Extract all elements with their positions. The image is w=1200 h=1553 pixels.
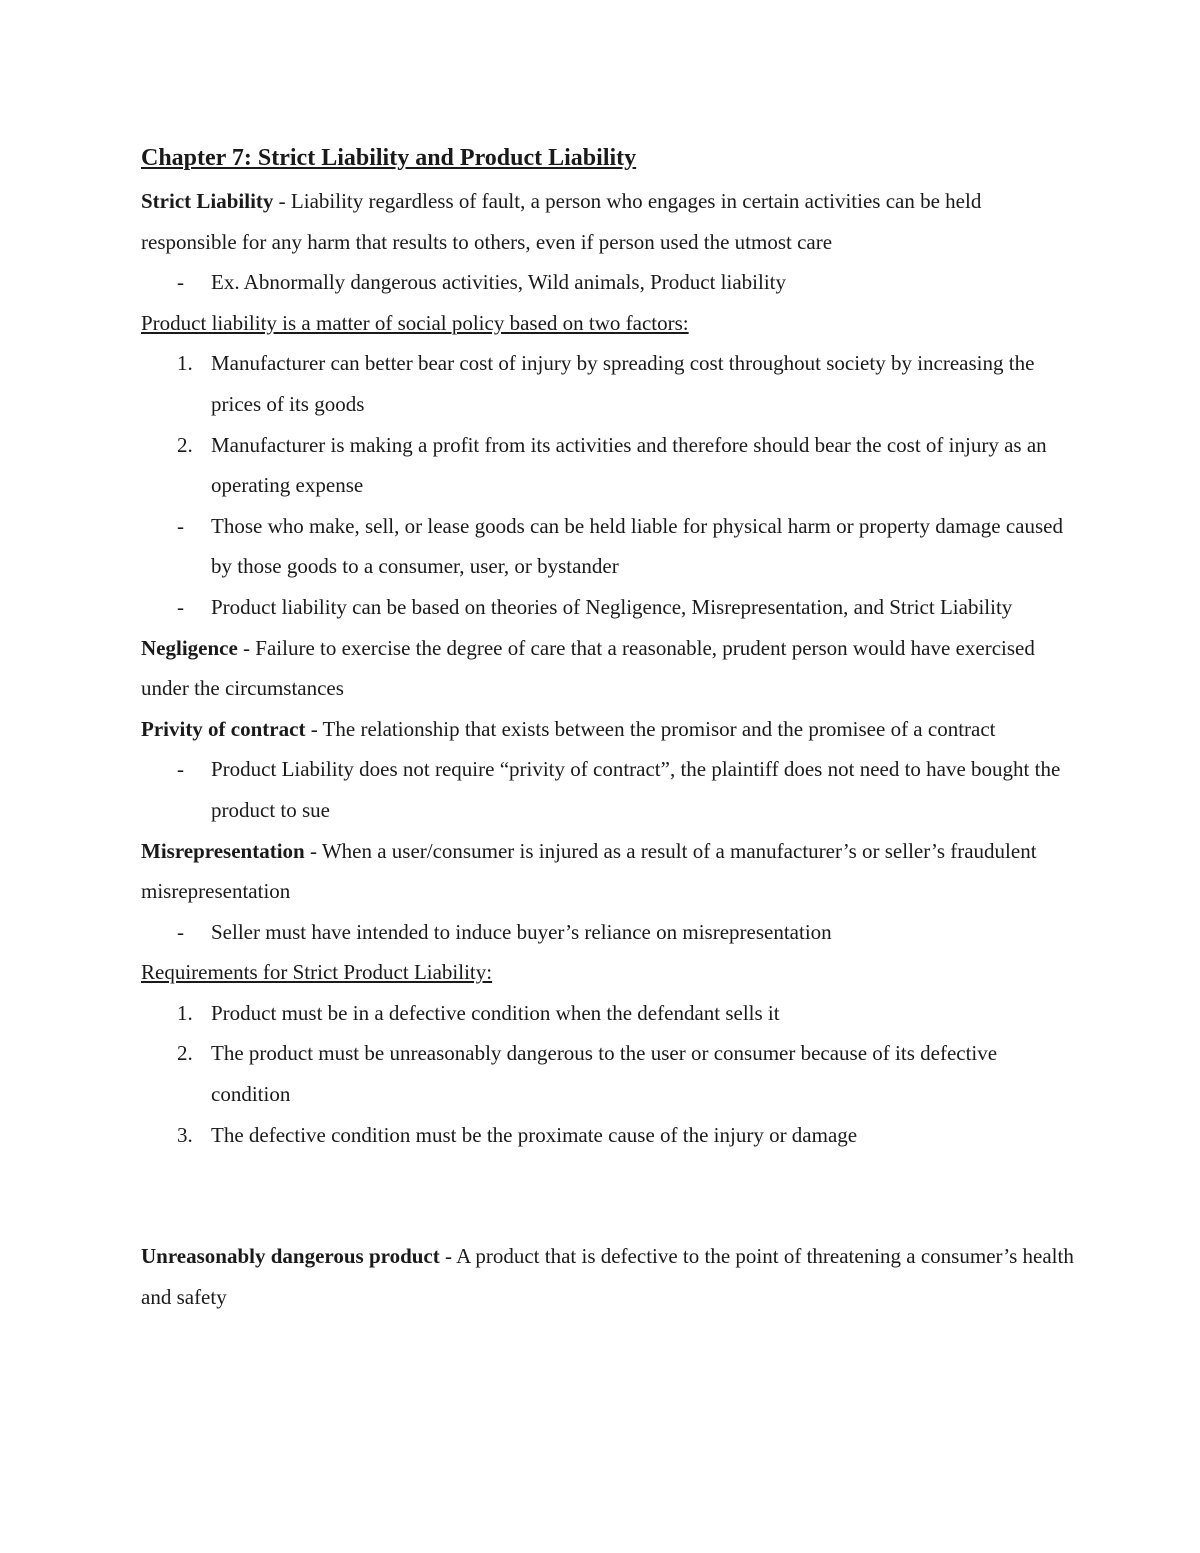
- list-item-text: Product liability can be based on theories of Negligence, Misrepresentation, and Strict Liability: [211, 594, 1013, 619]
- requirements-heading: Requirements for Strict Product Liability:: [141, 960, 493, 985]
- list-item: [141, 425, 1081, 506]
- dash-bullet: -: [177, 594, 184, 619]
- privity-text: - The relationship that exists between the promisor and the promisee of a contract: [305, 716, 996, 741]
- negligence-definition: [141, 628, 1081, 709]
- chapter-title: Chapter 7: Strict Liability and Product Liability: [141, 145, 637, 171]
- policy-bullets: [141, 506, 1081, 628]
- document-page: [141, 138, 1081, 1317]
- dash-bullet: -: [177, 757, 184, 782]
- list-item: [141, 262, 1081, 303]
- dash-bullet: -: [177, 270, 184, 295]
- number-marker: 1.: [177, 351, 193, 376]
- list-item: [141, 1033, 1081, 1114]
- dash-bullet: -: [177, 513, 184, 538]
- list-item-text: The defective condition must be the proximate cause of the injury or damage: [211, 1122, 858, 1147]
- list-item: [141, 506, 1081, 587]
- strict-liability-definition: [141, 181, 1081, 262]
- unreasonably-dangerous-text: - A product that is defective to the point of threatening a consumer’s health and safety: [141, 1244, 1074, 1309]
- list-item: [141, 1115, 1081, 1156]
- list-item-text: Ex. Abnormally dangerous activities, Wild animals, Product liability: [211, 270, 787, 295]
- requirements-list: [141, 993, 1081, 1155]
- number-marker: 2.: [177, 432, 193, 457]
- list-item-text: Those who make, sell, or lease goods can be held liable for physical harm or property damage caused by those goods to a consumer, user, or bystander: [211, 513, 1063, 579]
- term-negligence: Negligence: [141, 635, 238, 660]
- list-item: [141, 343, 1081, 424]
- misrepresentation-text: - When a user/consumer is injured as a result of a manufacturer’s or seller’s fraudulent misrepresentation: [141, 838, 1037, 904]
- list-item-text: Manufacturer is making a profit from its activities and therefore should bear the cost of injury as an operating expense: [211, 432, 1047, 498]
- list-item-text: Manufacturer can better bear cost of injury by spreading cost throughout society by increasing the prices of its goods: [211, 351, 1035, 416]
- blank-lines: [141, 1155, 1081, 1236]
- list-item-text: Seller must have intended to induce buyer’s reliance on misrepresentation: [211, 919, 832, 944]
- list-item: [141, 912, 1081, 953]
- negligence-text: - Failure to exercise the degree of care that a reasonable, prudent person would have exercised under the circumstances: [141, 635, 1035, 701]
- privity-definition: [141, 709, 1081, 750]
- policy-heading: Product liability is a matter of social policy based on two factors:: [141, 310, 689, 335]
- dash-bullet: -: [177, 919, 184, 944]
- policy-factors-list: [141, 343, 1081, 505]
- misrepresentation-bullets: [141, 912, 1081, 953]
- list-item: [141, 993, 1081, 1034]
- number-marker: 1.: [177, 1000, 193, 1025]
- term-privity: Privity of contract: [141, 716, 306, 741]
- strict-liability-text: - Liability regardless of fault, a person who engages in certain activities can be held responsible for any harm that results to others, even if person used the utmost care: [141, 189, 982, 254]
- term-strict-liability: Strict Liability: [141, 189, 274, 213]
- list-item-text: Product must be in a defective condition when the defendant sells it: [211, 1000, 780, 1025]
- list-item: [141, 587, 1081, 628]
- unreasonably-dangerous-definition: [141, 1236, 1081, 1317]
- number-marker: 2.: [177, 1041, 193, 1066]
- strict-liability-bullets: [141, 262, 1081, 303]
- list-item-text: The product must be unreasonably dangerous to the user or consumer because of its defective condition: [211, 1041, 998, 1107]
- privity-bullets: [141, 749, 1081, 830]
- list-item: [141, 749, 1081, 830]
- term-misrepresentation: Misrepresentation: [141, 838, 305, 863]
- number-marker: 3.: [177, 1122, 193, 1147]
- list-item-text: Product Liability does not require “privity of contract”, the plaintiff does not need to have bought the product to sue: [211, 757, 1061, 822]
- misrepresentation-definition: [141, 831, 1081, 912]
- term-unreasonably-dangerous: Unreasonably dangerous product: [141, 1244, 440, 1269]
